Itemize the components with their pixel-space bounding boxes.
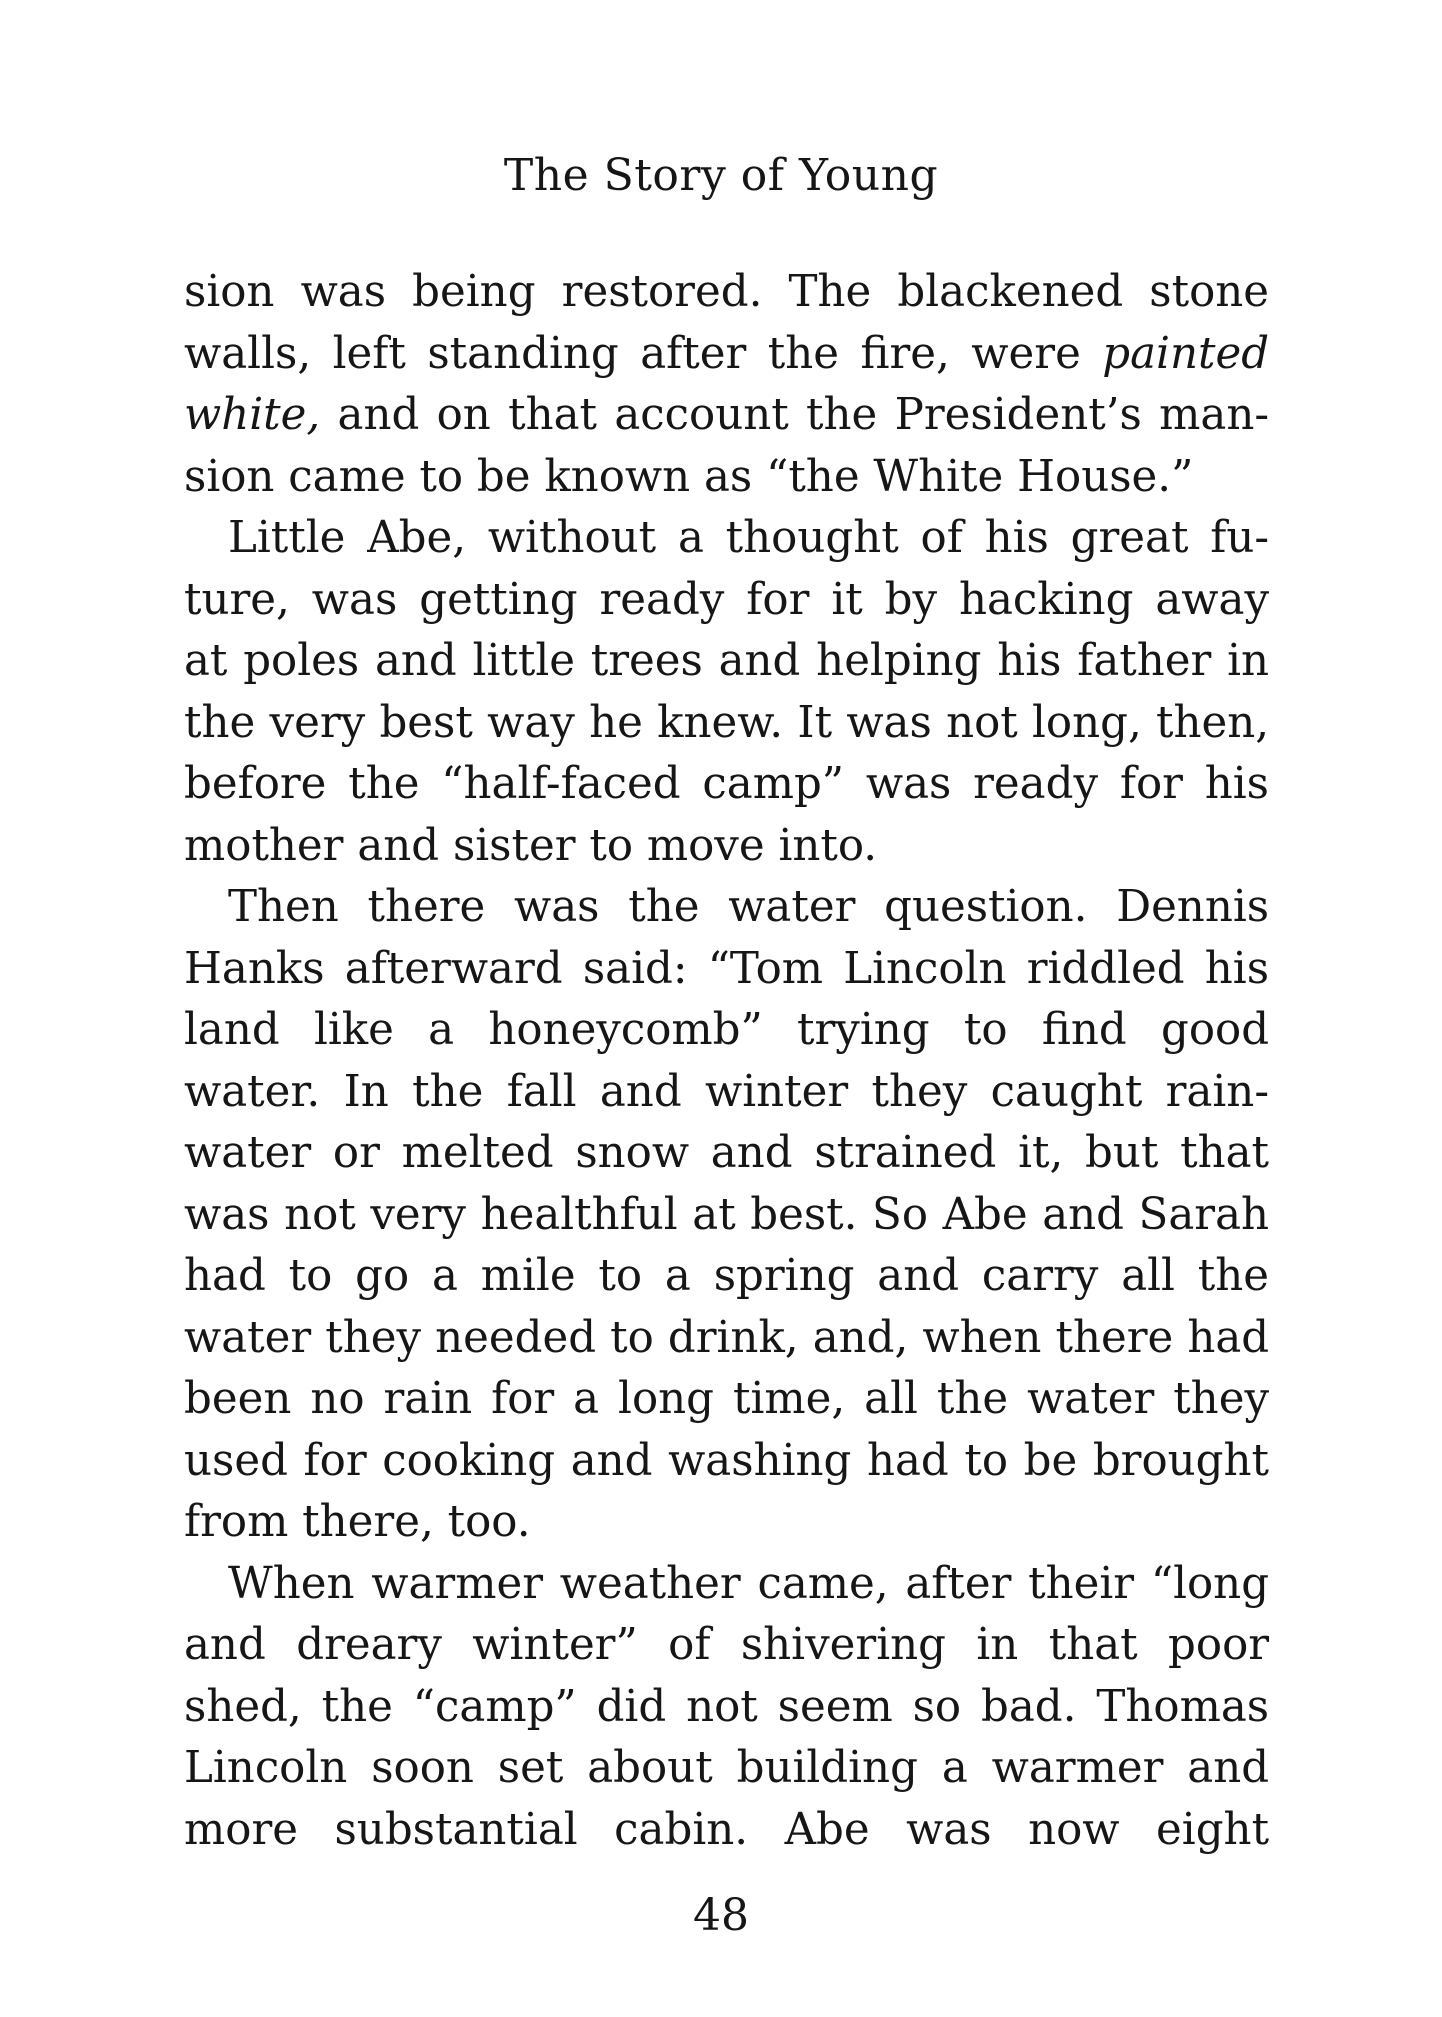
text-line: shed, the “camp” did not seem so bad. Thomas — [184, 1681, 1270, 1732]
text-line: water. In the fall and winter they caught rain- — [184, 1066, 1270, 1117]
text-line: Then there was the water question. Dennis — [228, 882, 1270, 932]
text-line: was not very healthful at best. So Abe and Sarah — [184, 1189, 1270, 1240]
text-line: Hanks afterward said: “Tom Lincoln riddled his — [184, 943, 1270, 994]
text-line: ture, was getting ready for it by hacking away — [184, 574, 1270, 625]
body-text — [184, 262, 1269, 1861]
text-line: before the “half-faced camp” was ready for his — [184, 759, 1269, 809]
text-line: water or melted snow and strained it, but that — [184, 1128, 1270, 1178]
text-line: had to go a mile to a spring and carry all the — [184, 1251, 1270, 1301]
text-line: sion was being restored. The blackened stone — [184, 267, 1270, 317]
text-line: used for cooking and washing had to be brought — [184, 1435, 1270, 1486]
text-line: from there, too. — [184, 1497, 531, 1547]
text-line: Little Abe, without a thought of his great fu- — [228, 513, 1270, 563]
text-line: more substantial cabin. Abe was now eight — [184, 1804, 1270, 1855]
running-head: The Story of Young — [503, 150, 939, 201]
text-line: and dreary winter” of shivering in that poor — [184, 1620, 1270, 1670]
text-line: mother and sister to move into. — [184, 820, 878, 871]
page-number: 48 — [693, 1890, 749, 1941]
text-line: white, and on that account the President’s man- — [184, 390, 1270, 440]
text-line: the very best way he knew. It was not long, then, — [184, 697, 1270, 748]
text-line: Lincoln soon set about building a warmer and — [184, 1743, 1270, 1793]
text-line: water they needed to drink, and, when there had — [184, 1312, 1270, 1363]
text-line: been no rain for a long time, all the water they — [184, 1374, 1270, 1424]
text-line: walls, left standing after the fire, were painted — [184, 328, 1270, 379]
text-line: land like a honeycomb” trying to find good — [184, 1005, 1270, 1055]
text-line: sion came to be known as “the White House.” — [184, 451, 1194, 502]
text-line: at poles and little trees and helping his father in — [184, 636, 1270, 686]
text-line: When warmer weather came, after their “long — [228, 1558, 1270, 1609]
